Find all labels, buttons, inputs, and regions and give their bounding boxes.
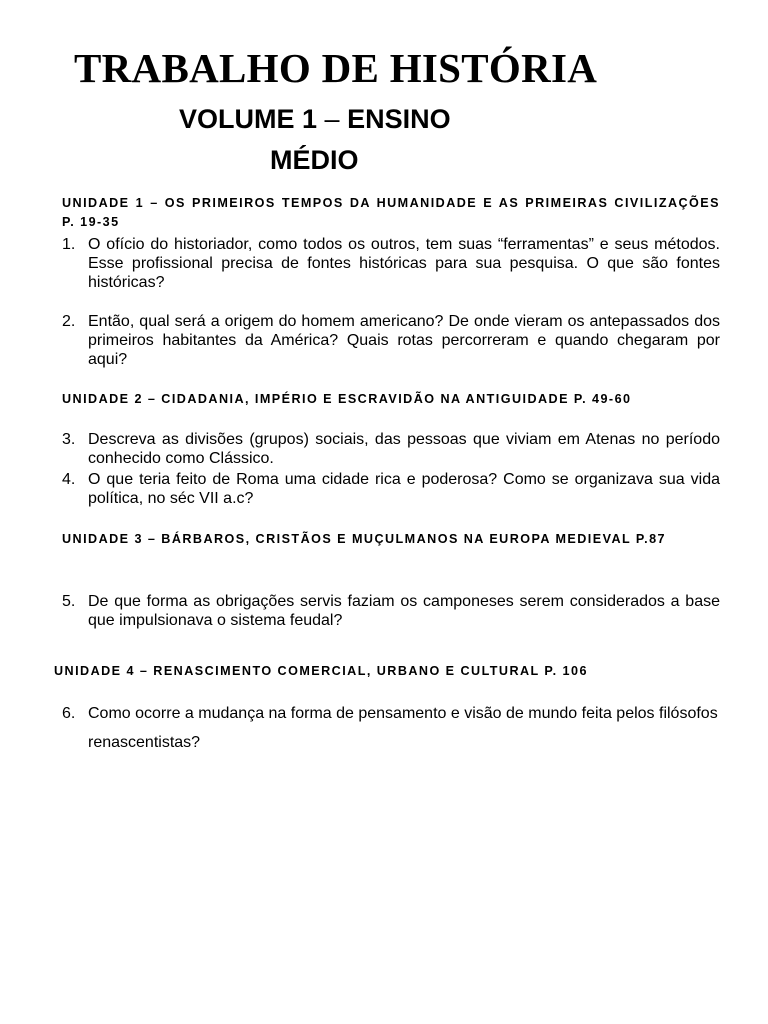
question-number: 4. [62, 471, 76, 488]
question-6 [62, 699, 720, 757]
question-5 [62, 592, 720, 630]
question-text: O que teria feito de Roma uma cidade rica e poderosa? Como se organizava sua vida política, no séc VII a.c? [88, 471, 720, 507]
unit-heading-2: UNIDADE 2 – CIDADANIA, IMPÉRIO E ESCRAVIDÃO NA ANTIGUIDADE P. 49-60 [62, 392, 632, 406]
question-text: Então, qual será a origem do homem americano? De onde vieram os antepassados dos primeiros habitantes da América? Quais rotas percorreram e quando chegaram por aqui? [88, 313, 720, 368]
question-1 [62, 235, 720, 292]
question-2 [62, 312, 720, 369]
document-subtitle [179, 104, 451, 135]
subtitle-ensino: ENSINO [347, 104, 451, 134]
subtitle-volume: VOLUME 1 [179, 104, 318, 134]
question-4 [62, 470, 720, 508]
question-text: Descreva as divisões (grupos) sociais, das pessoas que viviam em Atenas no período conhecido como Clássico. [88, 431, 720, 467]
question-number: 5. [62, 593, 76, 610]
document-title: TRABALHO DE HISTÓRIA [74, 45, 598, 91]
document-subtitle-level: MÉDIO [270, 145, 359, 175]
question-number: 1. [62, 236, 76, 253]
question-text: Como ocorre a mudança na forma de pensamento e visão de mundo feita pelos filósofos renascentistas? [88, 705, 718, 751]
question-3 [62, 430, 720, 468]
unit-heading-4: UNIDADE 4 – RENASCIMENTO COMERCIAL, URBANO E CULTURAL P. 106 [54, 664, 588, 678]
question-number: 6. [62, 705, 76, 722]
question-text: De que forma as obrigações servis faziam os camponeses serem considerados a base que impulsionava o sistema feudal? [88, 593, 720, 629]
subtitle-dash: – [317, 104, 348, 134]
question-number: 3. [62, 431, 76, 448]
question-number: 2. [62, 313, 76, 330]
question-text: O ofício do historiador, como todos os outros, tem suas “ferramentas” e seus métodos. Esse profissional precisa de fontes históricas para sua pesquisa. O que são fontes históricas? [88, 236, 720, 291]
unit-heading-1: UNIDADE 1 – OS PRIMEIROS TEMPOS DA HUMANIDADE E AS PRIMEIRAS CIVILIZAÇÕES P. 19-35 [62, 196, 720, 229]
unit-heading-3: UNIDADE 3 – BÁRBAROS, CRISTÃOS E MUÇULMANOS NA EUROPA MEDIEVAL P.87 [62, 532, 666, 546]
